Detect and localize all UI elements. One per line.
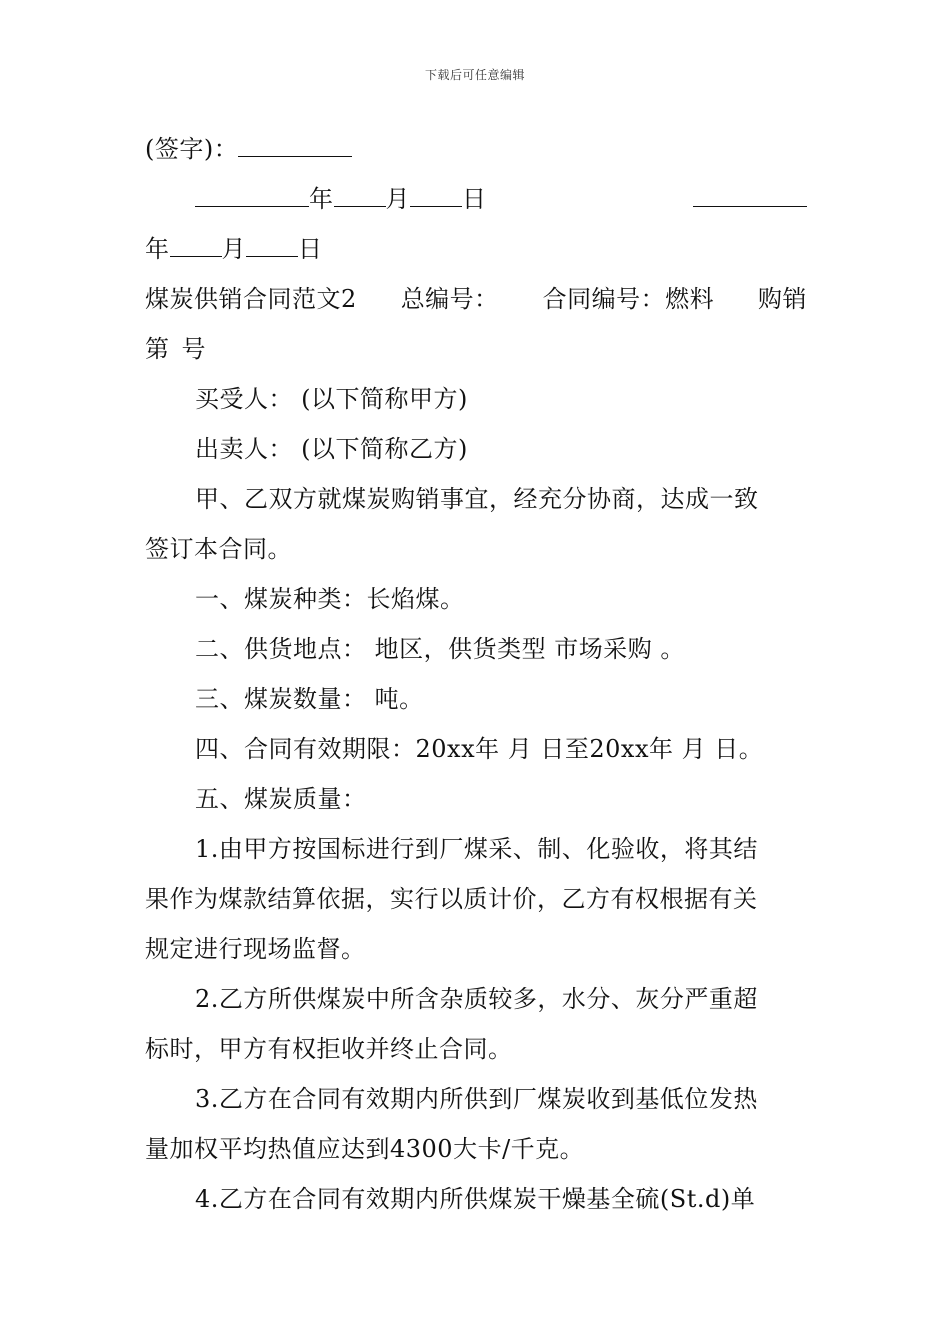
quality-item-3-line-1: 3.乙方在合同有效期内所供到厂煤炭收到基低位发热 — [195, 1085, 758, 1113]
page-header-note: 下载后可任意编辑 — [424, 68, 525, 82]
quality-item-1-line-3: 规定进行现场监督。 — [145, 935, 366, 963]
second-year-blank — [693, 174, 807, 207]
month-blank — [334, 174, 386, 207]
seller-line: 出卖人： (以下简称乙方) — [195, 435, 468, 463]
purchase-sales-label: 购销 — [758, 285, 807, 313]
day-label: 日 — [462, 185, 487, 213]
day-label-2: 日 — [298, 235, 323, 263]
date-line — [145, 174, 807, 224]
intro-paragraph-line-2: 签订本合同。 — [145, 535, 292, 563]
signature-blank — [238, 124, 352, 157]
number-suffix: 号 — [181, 335, 206, 363]
quality-item-1-line-2: 果作为煤款结算依据，实行以质计价，乙方有权根据有关 — [145, 885, 758, 913]
date-line-2 — [145, 224, 807, 274]
month-label-2: 月 — [221, 235, 246, 263]
month-blank-2 — [170, 224, 222, 257]
signature-label: (签字)： — [145, 135, 239, 163]
day-blank — [410, 174, 462, 207]
month-label: 月 — [385, 185, 410, 213]
clause-coal-quality: 五、煤炭质量： — [195, 785, 367, 813]
first-date — [145, 174, 487, 224]
title-line — [145, 274, 807, 324]
clause-supply-location: 二、供货地点： 地区，供货类型 市场采购 。 — [195, 635, 685, 663]
year-blank — [195, 174, 309, 207]
contract-number-label: 合同编号：燃料 — [542, 285, 715, 313]
clause-coal-quantity: 三、煤炭数量： 吨。 — [195, 685, 424, 713]
number-line — [145, 324, 807, 374]
intro-paragraph-line-1: 甲、乙双方就煤炭购销事宜，经充分协商，达成一致 — [195, 485, 759, 513]
total-number-label: 总编号： — [400, 285, 499, 313]
quality-item-3-line-2: 量加权平均热值应达到4300大卡/千克。 — [145, 1135, 585, 1163]
day-blank-2 — [246, 224, 298, 257]
year-label-2: 年 — [145, 235, 170, 263]
quality-item-4-line-1: 4.乙方在合同有效期内所供煤炭干燥基全硫(St.d)单 — [195, 1185, 756, 1213]
number-prefix: 第 — [145, 335, 170, 363]
clause-contract-period: 四、合同有效期限：20xx年 月 日至20xx年 月 日。 — [195, 735, 764, 763]
signature-line — [145, 124, 807, 174]
year-label: 年 — [309, 185, 334, 213]
quality-item-2-line-1: 2.乙方所供煤炭中所含杂质较多，水分、灰分严重超 — [195, 985, 758, 1013]
clause-coal-type: 一、煤炭种类：长焰煤。 — [195, 585, 465, 613]
document-body — [145, 124, 807, 1224]
quality-item-2-line-2: 标时，甲方有权拒收并终止合同。 — [145, 1035, 513, 1063]
document-title: 煤炭供销合同范文2 — [145, 285, 357, 313]
buyer-line: 买受人： (以下简称甲方) — [195, 385, 468, 413]
quality-item-1-line-1: 1.由甲方按国标进行到厂煤采、制、化验收，将其结 — [195, 835, 758, 863]
